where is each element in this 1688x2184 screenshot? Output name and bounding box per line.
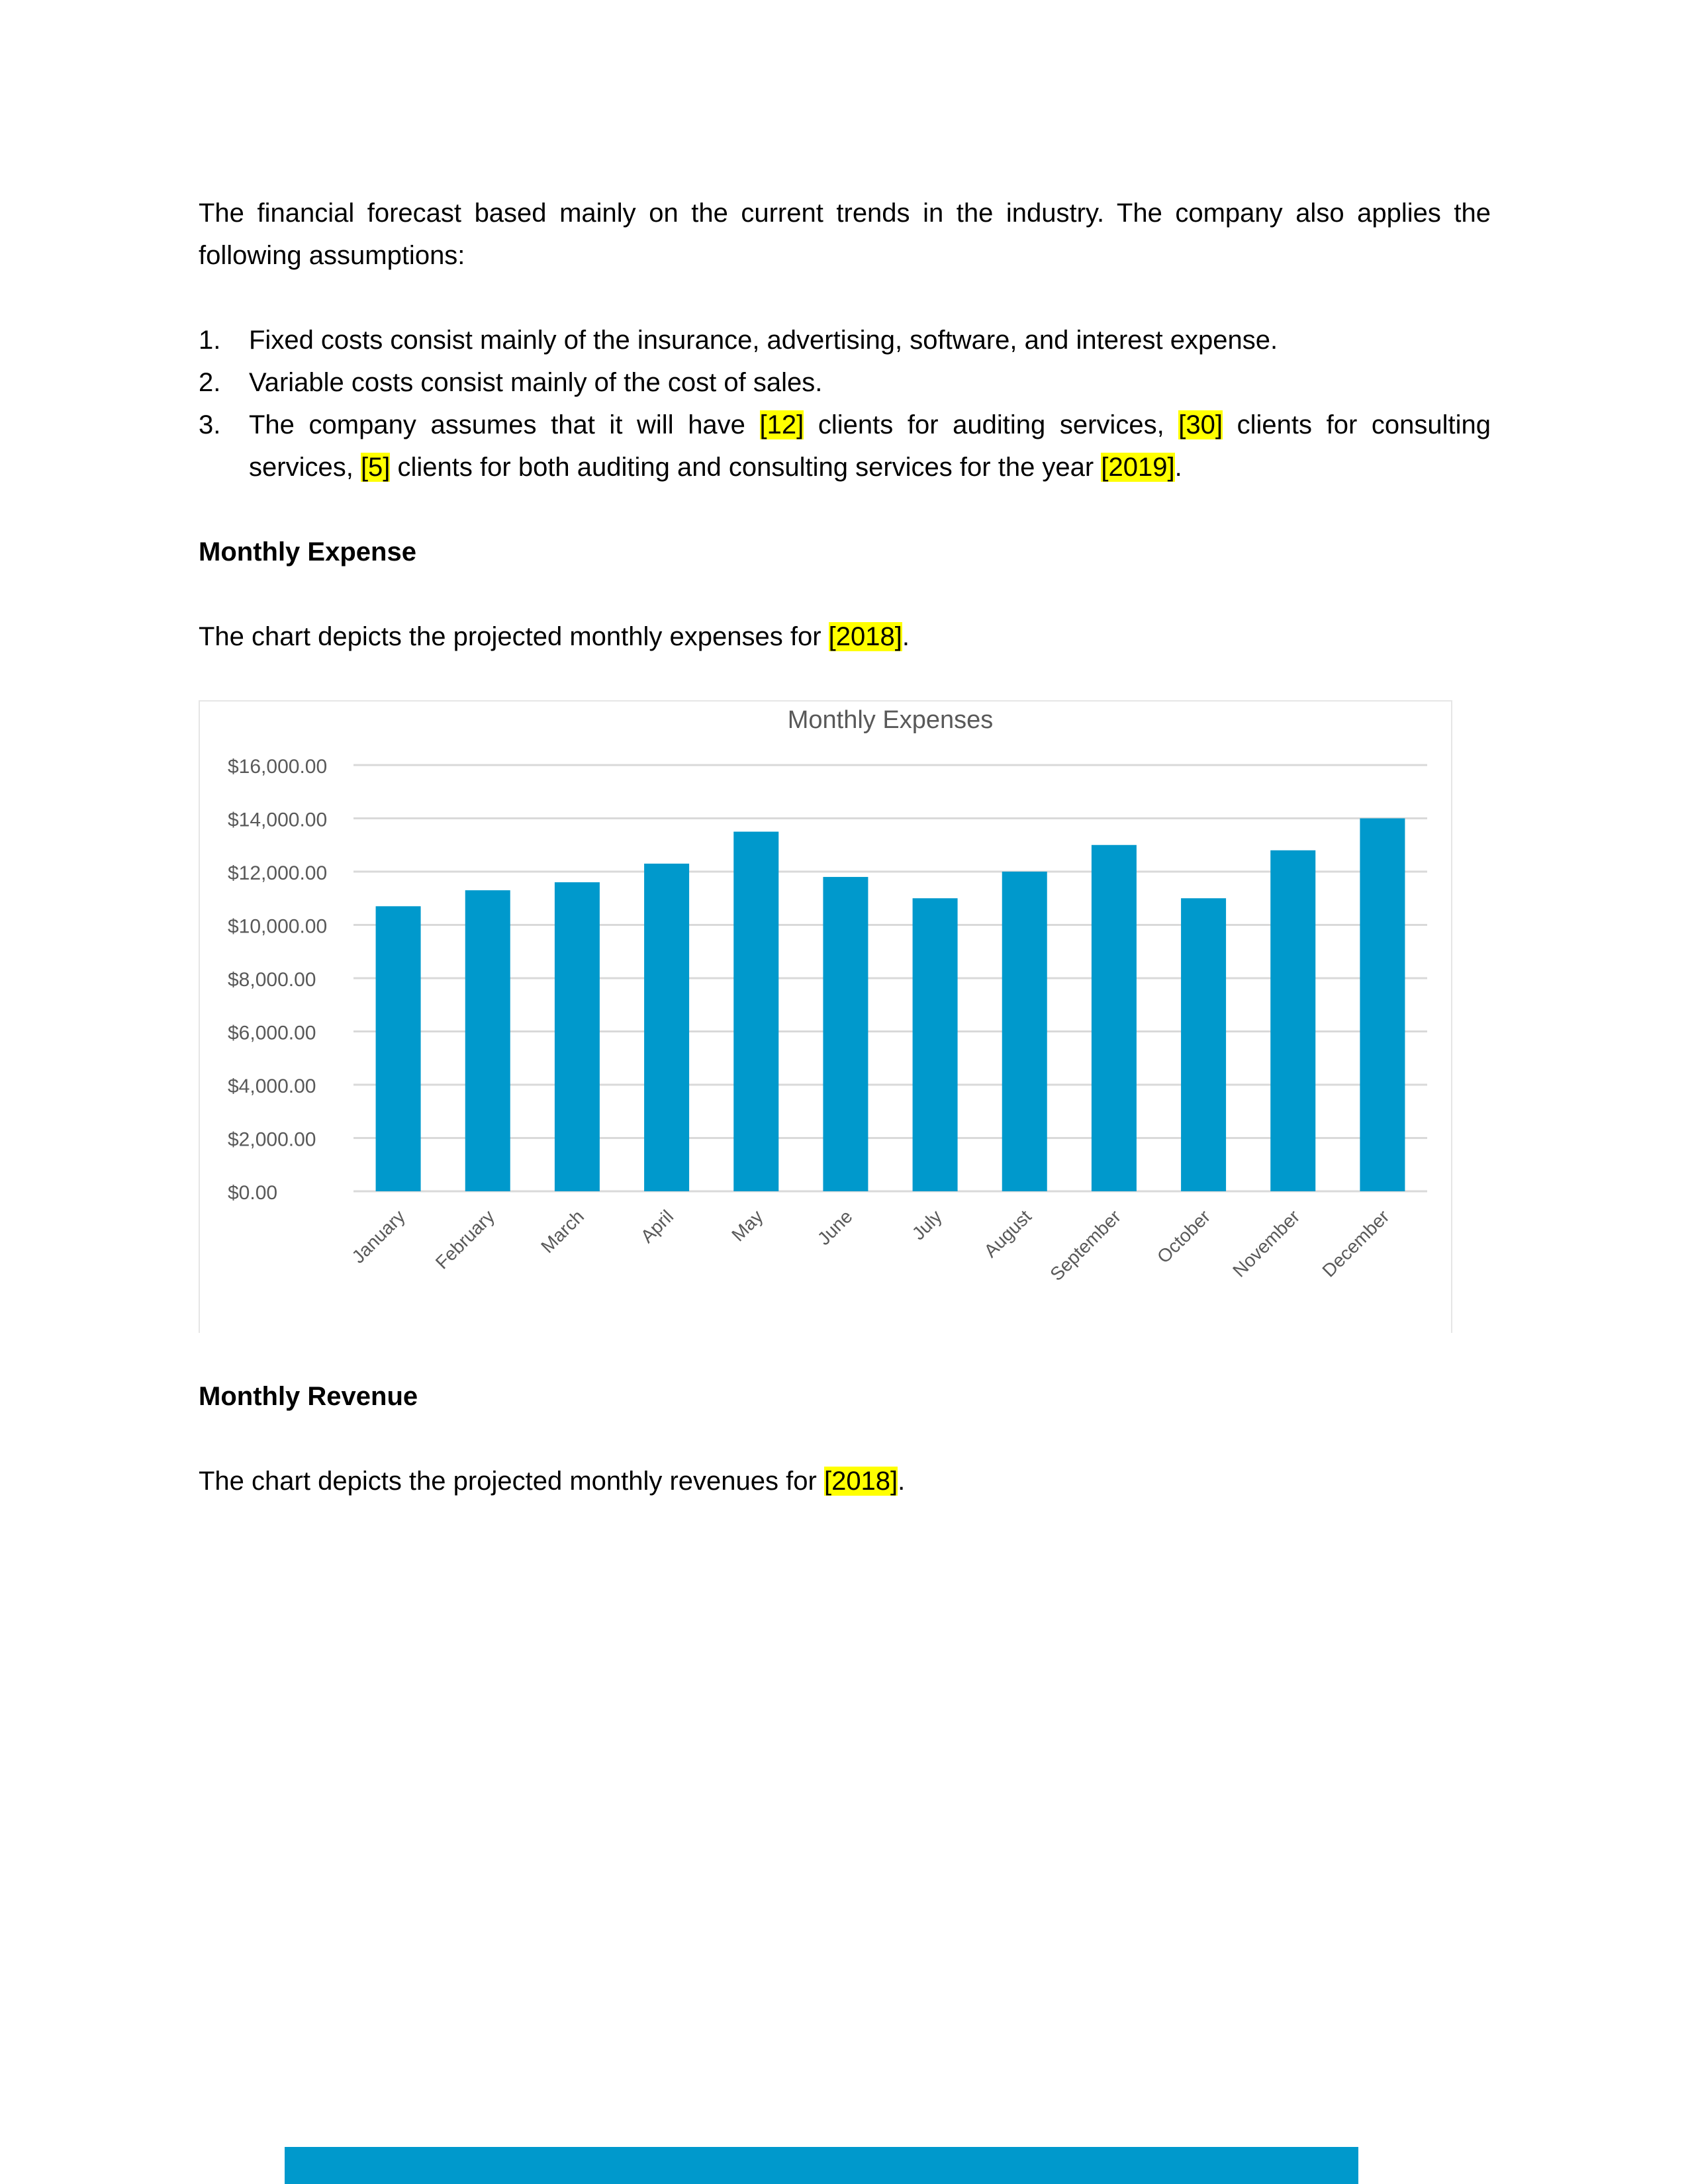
x-tick-label: December [1318,1206,1393,1281]
bar [1092,845,1137,1191]
highlight-placeholder: [2018] [828,622,902,651]
bar [1270,850,1315,1191]
chart-svg [200,702,1454,1334]
list-item [199,361,1491,404]
y-tick-label: $4,000.00 [228,1075,316,1097]
y-tick-label: $6,000.00 [228,1022,316,1044]
x-tick-label: September [1046,1206,1125,1285]
text-run: clients for both auditing and consulting services for the year [390,453,1102,482]
x-tick-label: February [431,1206,498,1273]
assumptions-list [199,319,1491,488]
text-run: The company assumes that it will have [249,410,760,439]
list-item [199,404,1491,488]
x-tick-label: April [636,1206,678,1247]
x-tick-label: June [813,1206,857,1250]
revenue-description [199,1460,1491,1502]
text-run: The chart depicts the projected monthly expenses for [199,622,829,651]
document-body [199,192,1491,1502]
chart-title: Monthly Expenses [787,706,994,734]
list-item [199,319,1491,361]
y-tick-label: $10,000.00 [228,915,328,938]
list-number: 2. [199,368,221,397]
y-tick-label: $16,000.00 [228,756,328,778]
bar [644,864,689,1191]
y-tick-label: $14,000.00 [228,809,328,831]
bar [823,877,868,1191]
monthly-expenses-chart [199,700,1452,1333]
list-item-text: Variable costs consist mainly of the cost of sales. [249,368,823,397]
highlight-placeholder: [12] [759,410,804,439]
highlight-placeholder: [30] [1178,410,1223,439]
y-tick-label: $8,000.00 [228,969,316,991]
x-tick-label: November [1229,1206,1304,1281]
text-run: . [1174,453,1182,482]
bar [1002,872,1047,1191]
footer-bar [285,2147,1358,2184]
highlight-placeholder: [5] [360,453,391,482]
x-tick-label: May [727,1206,767,1246]
expense-description [199,615,1491,658]
text-run: clients for auditing services, [804,410,1179,439]
section-heading-revenue: Monthly Revenue [199,1382,418,1411]
highlight-placeholder: [2018] [823,1467,898,1496]
y-tick-label: $0.00 [228,1182,278,1204]
bar [1360,819,1405,1192]
list-number: 1. [199,326,221,355]
bar [465,890,510,1191]
bar [1181,898,1226,1191]
bar [376,906,421,1191]
x-tick-label: July [908,1206,946,1244]
x-tick-label: October [1152,1206,1215,1267]
x-tick-label: March [537,1206,588,1257]
bar [733,832,778,1191]
section-heading-expense: Monthly Expense [199,537,416,567]
list-item-text: Fixed costs consist mainly of the insurance, advertising, software, and interest expense. [249,326,1278,355]
text-run: The chart depicts the projected monthly revenues for [199,1467,824,1496]
y-tick-label: $12,000.00 [228,862,328,884]
text-run: . [902,622,910,651]
y-tick-label: $2,000.00 [228,1128,316,1151]
text-run: clients for consulting services, [249,410,1491,482]
highlight-placeholder: [2019] [1101,453,1175,482]
intro-paragraph: The financial forecast based mainly on the current trends in the industry. The company also applies the following assumptions: [199,199,1491,270]
text-run: . [898,1467,906,1496]
bar [913,898,958,1191]
list-item-text [249,410,1491,482]
x-tick-label: August [980,1206,1035,1261]
list-number: 3. [199,410,221,439]
bar [555,882,600,1191]
x-tick-label: January [348,1206,409,1267]
